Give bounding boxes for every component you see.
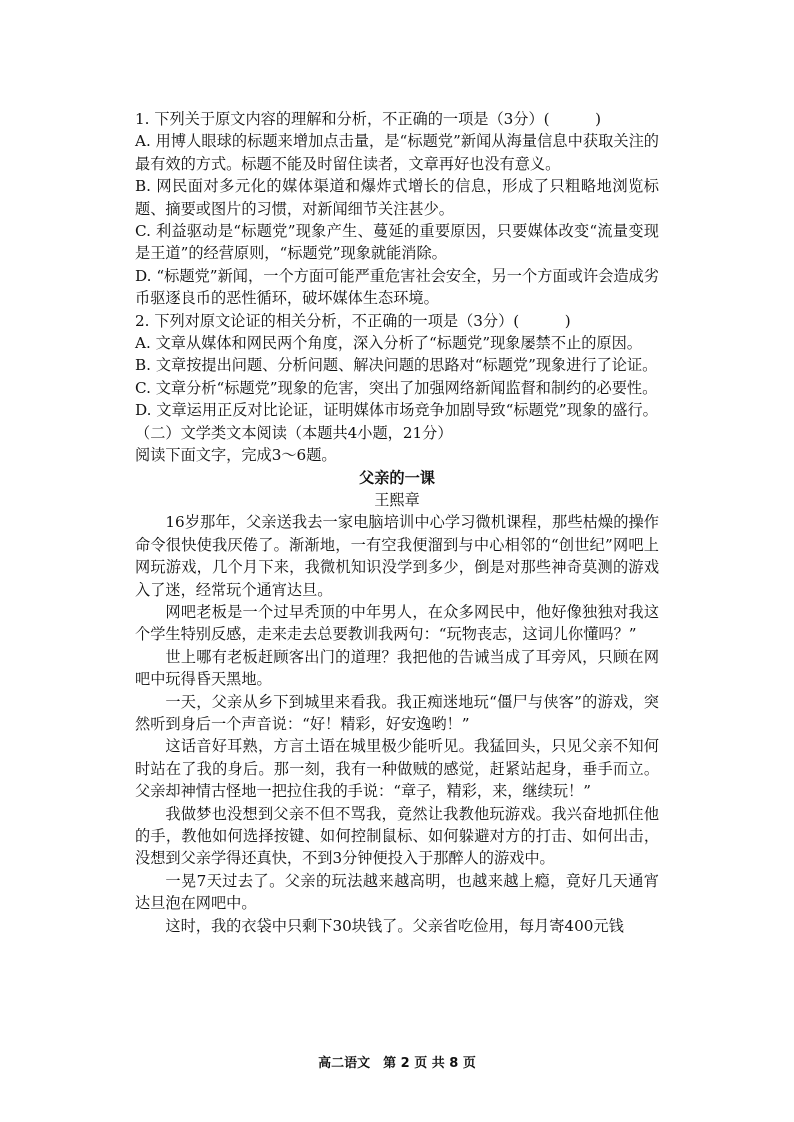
section-heading: （二）文学类文本阅读（本题共4小题，21分） — [135, 423, 453, 442]
question-2-option-c: C. 文章分析“标题党”现象的危害，突出了加强网络新闻监督和制约的必要性。 — [135, 378, 658, 397]
story-paragraph: 我做梦也没想到父亲不但不骂我，竟然让我教他玩游戏。我兴奋地抓住他的手，教他如何选择按键、如何控制鼠标、如何躲避对方的打击、如何出击，没想到父亲学得还真快，不到3分钟便投入于那醉人的游戏中。 — [135, 804, 659, 868]
reading-instruction: 阅读下面文字，完成3～6题。 — [135, 446, 337, 465]
story-paragraph: 一晃7天过去了。父亲的玩法越来越高明，也越来越上瘾，竟好几天通宵达旦泡在网吧中。 — [135, 871, 659, 913]
story-paragraph: 这时，我的衣袋中只剩下30块钱了。父亲省吃俭用，每月寄400元钱 — [165, 916, 624, 935]
story-paragraph: 16岁那年，父亲送我去一家电脑培训中心学习微机课程，那些枯燥的操作命令很快使我厌倦了。渐渐地，一有空我便溜到与中心相邻的“创世纪”网吧上网玩游戏，几个月下来，我微机知识没学到多少，倒是对那些神奇莫测的游戏入了迷，经常玩个通宵达旦。 — [135, 513, 659, 599]
question-2-stem: 2. 下列对原文论证的相关分析，不正确的一项是（3分）( ) — [135, 311, 571, 330]
story-paragraph: 这话音好耳熟，方言土语在城里极少能听见。我猛回头，只见父亲不知何时站在了我的身后。那一刻，我有一种做贼的感觉，赶紧站起身，垂手而立。父亲却神情古怪地一把拉住我的手说：“章子，精彩，来，继续玩！” — [135, 737, 659, 801]
story-paragraph: 世上哪有老板赶顾客出门的道理？我把他的告诫当成了耳旁风，只顾在网吧中玩得昏天黑地。 — [135, 647, 659, 689]
story-paragraph: 一天，父亲从乡下到城里来看我。我正痴迷地玩“僵尸与侠客”的游戏，突然听到身后一个声音说：“好！精彩，好安逸哟！” — [135, 692, 659, 733]
page-footer: 高二语文 第 2 页 共 8 页 — [318, 1056, 476, 1071]
story-title: 父亲的一课 — [359, 468, 435, 487]
question-1-option-a: A. 用博人眼球的标题来增加点击量，是“标题党”新闻从海量信息中获取关注的最有效的方式。标题不能及时留住读者，文章再好也没有意义。 — [135, 132, 659, 173]
question-1-option-c: C. 利益驱动是“标题党”现象产生、蔓延的重要原因，只要媒体改变“流量变现是王道”的经营原则，“标题党”现象就能消除。 — [135, 222, 659, 263]
question-1-stem: 1. 下列关于原文内容的理解和分析，不正确的一项是（3分）( ) — [135, 110, 602, 128]
question-1-option-d: D. “标题党”新闻，一个方面可能严重危害社会安全，另一个方面或许会造成劣币驱逐良币的恶性循环，破坏媒体生态环境。 — [135, 266, 659, 308]
question-2-option-a: A. 文章从媒体和网民两个角度，深入分析了“标题党”现象屡禁不止的原因。 — [135, 334, 642, 353]
page-content — [135, 108, 659, 937]
story-paragraph: 网吧老板是一个过早秃顶的中年男人，在众多网民中，他好像独独对我这个学生特别反感，走来走去总要教训我两句：“玩物丧志，这词儿你懂吗？” — [135, 602, 659, 644]
question-1-option-b: B. 网民面对多元化的媒体渠道和爆炸式增长的信息，形成了只粗略地浏览标题、摘要或图片的习惯，对新闻细节关注甚少。 — [135, 177, 659, 218]
story-author: 王熙章 — [374, 490, 420, 509]
question-2-option-b: B. 文章按提出问题、分析问题、解决问题的思路对“标题党”现象进行了论证。 — [135, 356, 658, 375]
question-2-option-d: D. 文章运用正反对比论证，证明媒体市场竞争加剧导致“标题党”现象的盛行。 — [135, 401, 658, 420]
